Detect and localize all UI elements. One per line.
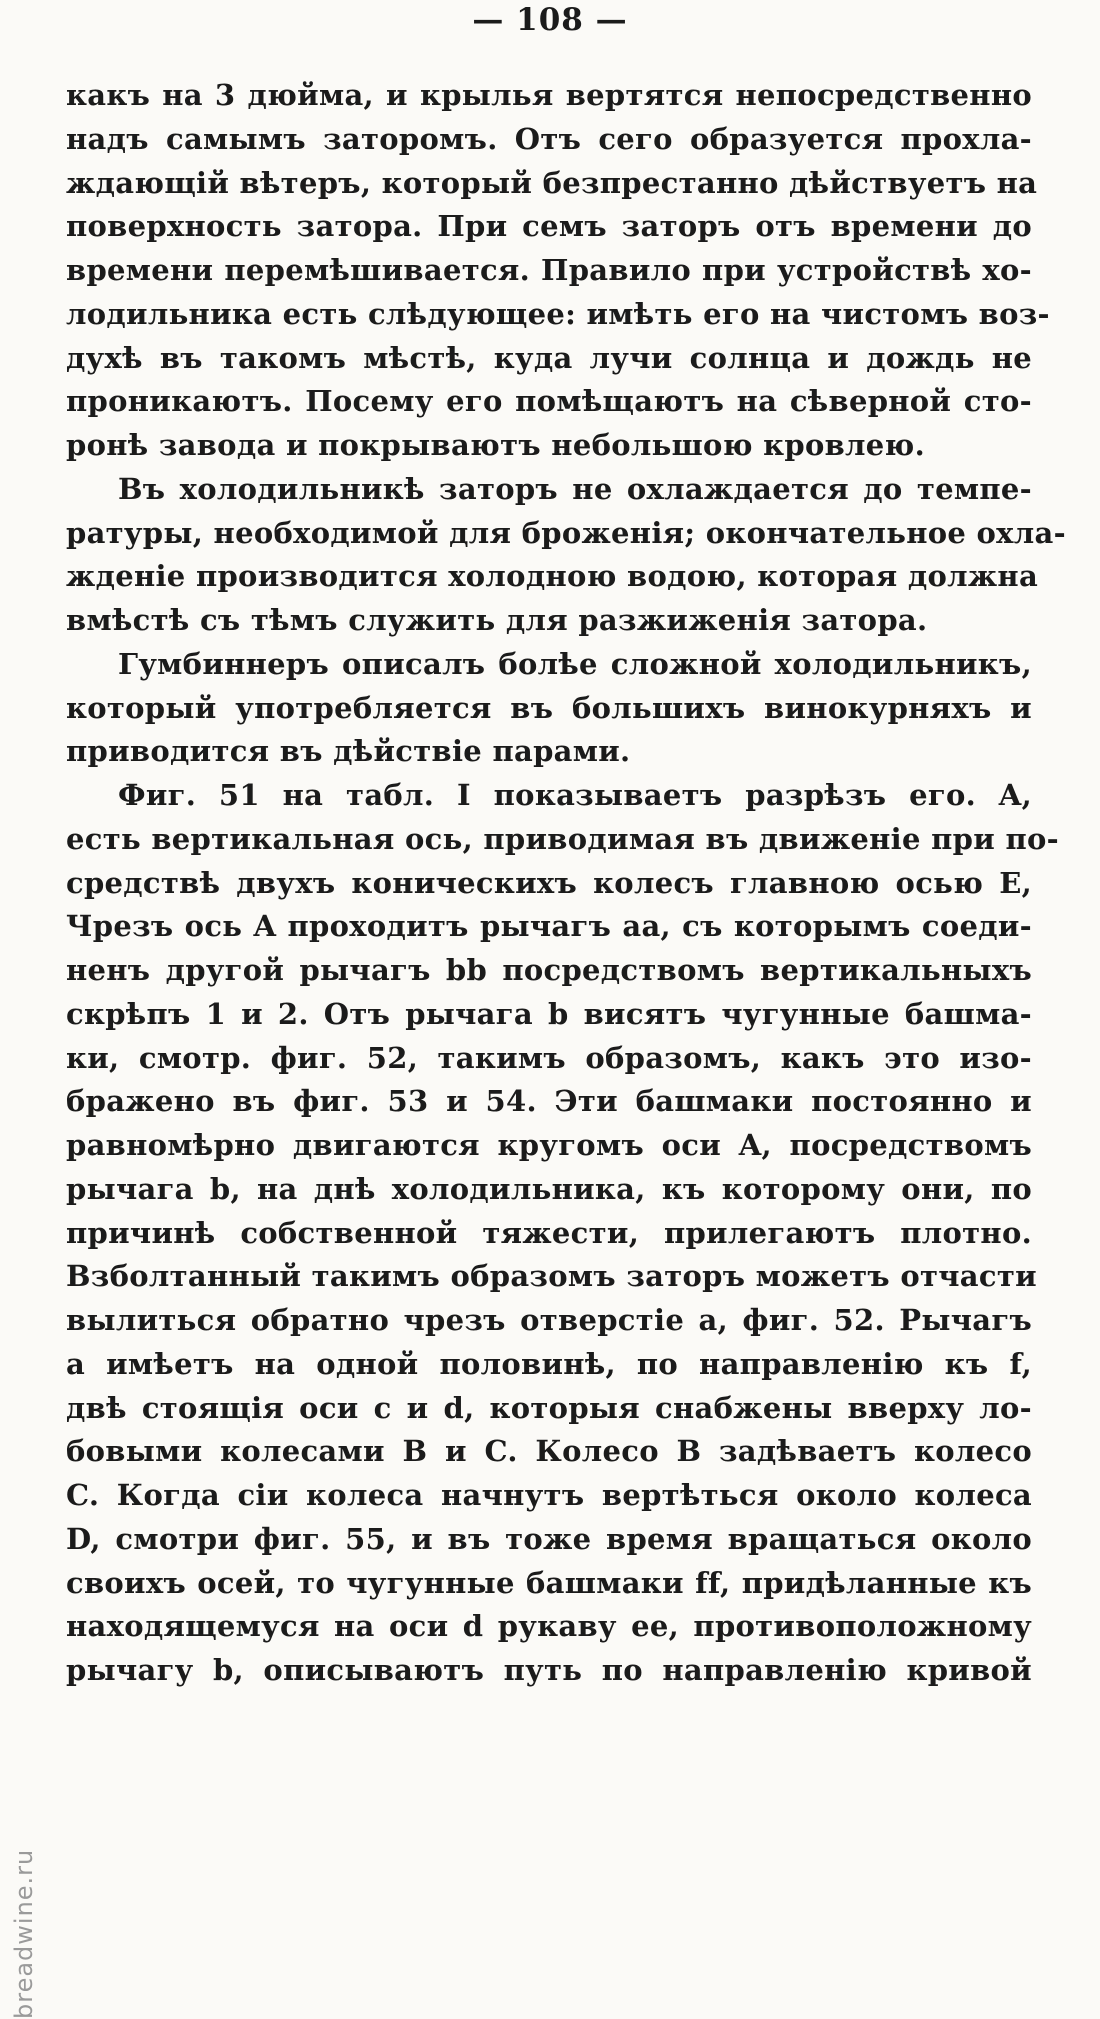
text-line: надъ самымъ заторомъ. Отъ сего образуется прохла- [66, 121, 1032, 156]
body-text [66, 74, 1066, 1693]
text-line: средствѣ двухъ коническихъ колесъ главною осью E, [66, 865, 1032, 900]
text-line: какъ на 3 дюйма, и крылья вертятся непосредственно [66, 78, 1032, 112]
text-line: проникаютъ. Посему его помѣщаютъ на сѣверной сто- [66, 384, 1032, 419]
text-line: двѣ стоящія оси c и d, которыя снабжены вверху ло- [66, 1390, 1032, 1425]
text-line: ратуры, необходимой для броженія; окончательное охла- [66, 515, 1066, 550]
paragraph-start-line: Въ холодильникѣ заторъ не охлаждается до темпе- [118, 471, 1032, 506]
text-line: Чрезъ ось A проходитъ рычагъ aa, съ которымъ соеди- [66, 909, 1032, 944]
text-line: находящемуся на оси d рукаву ee, противоположному [66, 1609, 1032, 1644]
text-line: вылиться обратно чрезъ отверстіе a, фиг. 52. Рычагъ [66, 1303, 1032, 1337]
paragraph-start-line: Фиг. 51 на табл. I показываетъ разрѣзъ его. A, [118, 778, 1032, 812]
text-line: есть вертикальная ось, приводимая въ движеніе при по- [66, 821, 1059, 856]
text-line: который употребляется въ большихъ винокурняхъ и [66, 690, 1032, 725]
text-line: вмѣстѣ съ тѣмъ служить для разжиженія затора. [66, 603, 928, 637]
text-line: времени перемѣшивается. Правило при устройствѣ хо- [66, 253, 1032, 287]
text-line: бовыми колесами B и C. Колесо B задѣваетъ колесо [66, 1434, 1032, 1469]
text-line: ждающій вѣтеръ, который безпрестанно дѣйствуетъ на [66, 165, 1038, 200]
text-line: лодильника есть слѣдующее: имѣть его на чистомъ воз- [66, 296, 1050, 331]
text-line: Взболтанный такимъ образомъ заторъ можетъ отчасти [66, 1259, 1037, 1294]
text-line: ненъ другой рычагъ bb посредствомъ вертикальныхъ [66, 953, 1032, 987]
text-line: поверхность затора. При семъ заторъ отъ времени до [66, 209, 1032, 244]
text-line: бражено въ фиг. 53 и 54. Эти башмаки постоянно и [66, 1084, 1032, 1119]
text-line: a имѣетъ на одной половинѣ, по направленію къ f, [66, 1346, 1032, 1381]
text-line: рычага b, на днѣ холодильника, къ которому они, по [66, 1171, 1032, 1206]
paragraph-start-line: Гумбиннеръ описалъ болѣе сложной холодильникъ, [118, 646, 1032, 681]
text-line: D, смотри фиг. 55, и въ тоже время вращаться около [66, 1521, 1032, 1556]
text-line: C. Когда сіи колеса начнутъ вертѣться около колеса [66, 1478, 1032, 1512]
text-line: равномѣрно двигаются кругомъ оси A, посредствомъ [66, 1128, 1032, 1162]
text-line: ронѣ завода и покрываютъ небольшою кровлею. [66, 428, 925, 462]
page-number: — 108 — [472, 2, 628, 38]
text-line: причинѣ собственной тяжести, прилегаютъ плотно. [66, 1215, 1032, 1250]
text-line: духѣ въ такомъ мѣстѣ, куда лучи солнца и дождь не [66, 340, 1032, 375]
watermark [10, 1387, 40, 2019]
text-line: жденіе производится холодною водою, которая должна [66, 559, 1039, 594]
text-line: приводится въ дѣйствіе парами. [66, 734, 631, 769]
text-line: своихъ осей, то чугунные башмаки ff, придѣланные къ [66, 1565, 1032, 1600]
text-line: скрѣпъ 1 и 2. Отъ рычага b висятъ чугунные башма- [66, 996, 1032, 1031]
text-line: ки, смотр. фиг. 52, такимъ образомъ, какъ это изо- [66, 1040, 1032, 1075]
text-line: рычагу b, описываютъ путь по направленію кривой [66, 1653, 1032, 1687]
watermark-text: breadwine.ru [10, 1848, 38, 2019]
